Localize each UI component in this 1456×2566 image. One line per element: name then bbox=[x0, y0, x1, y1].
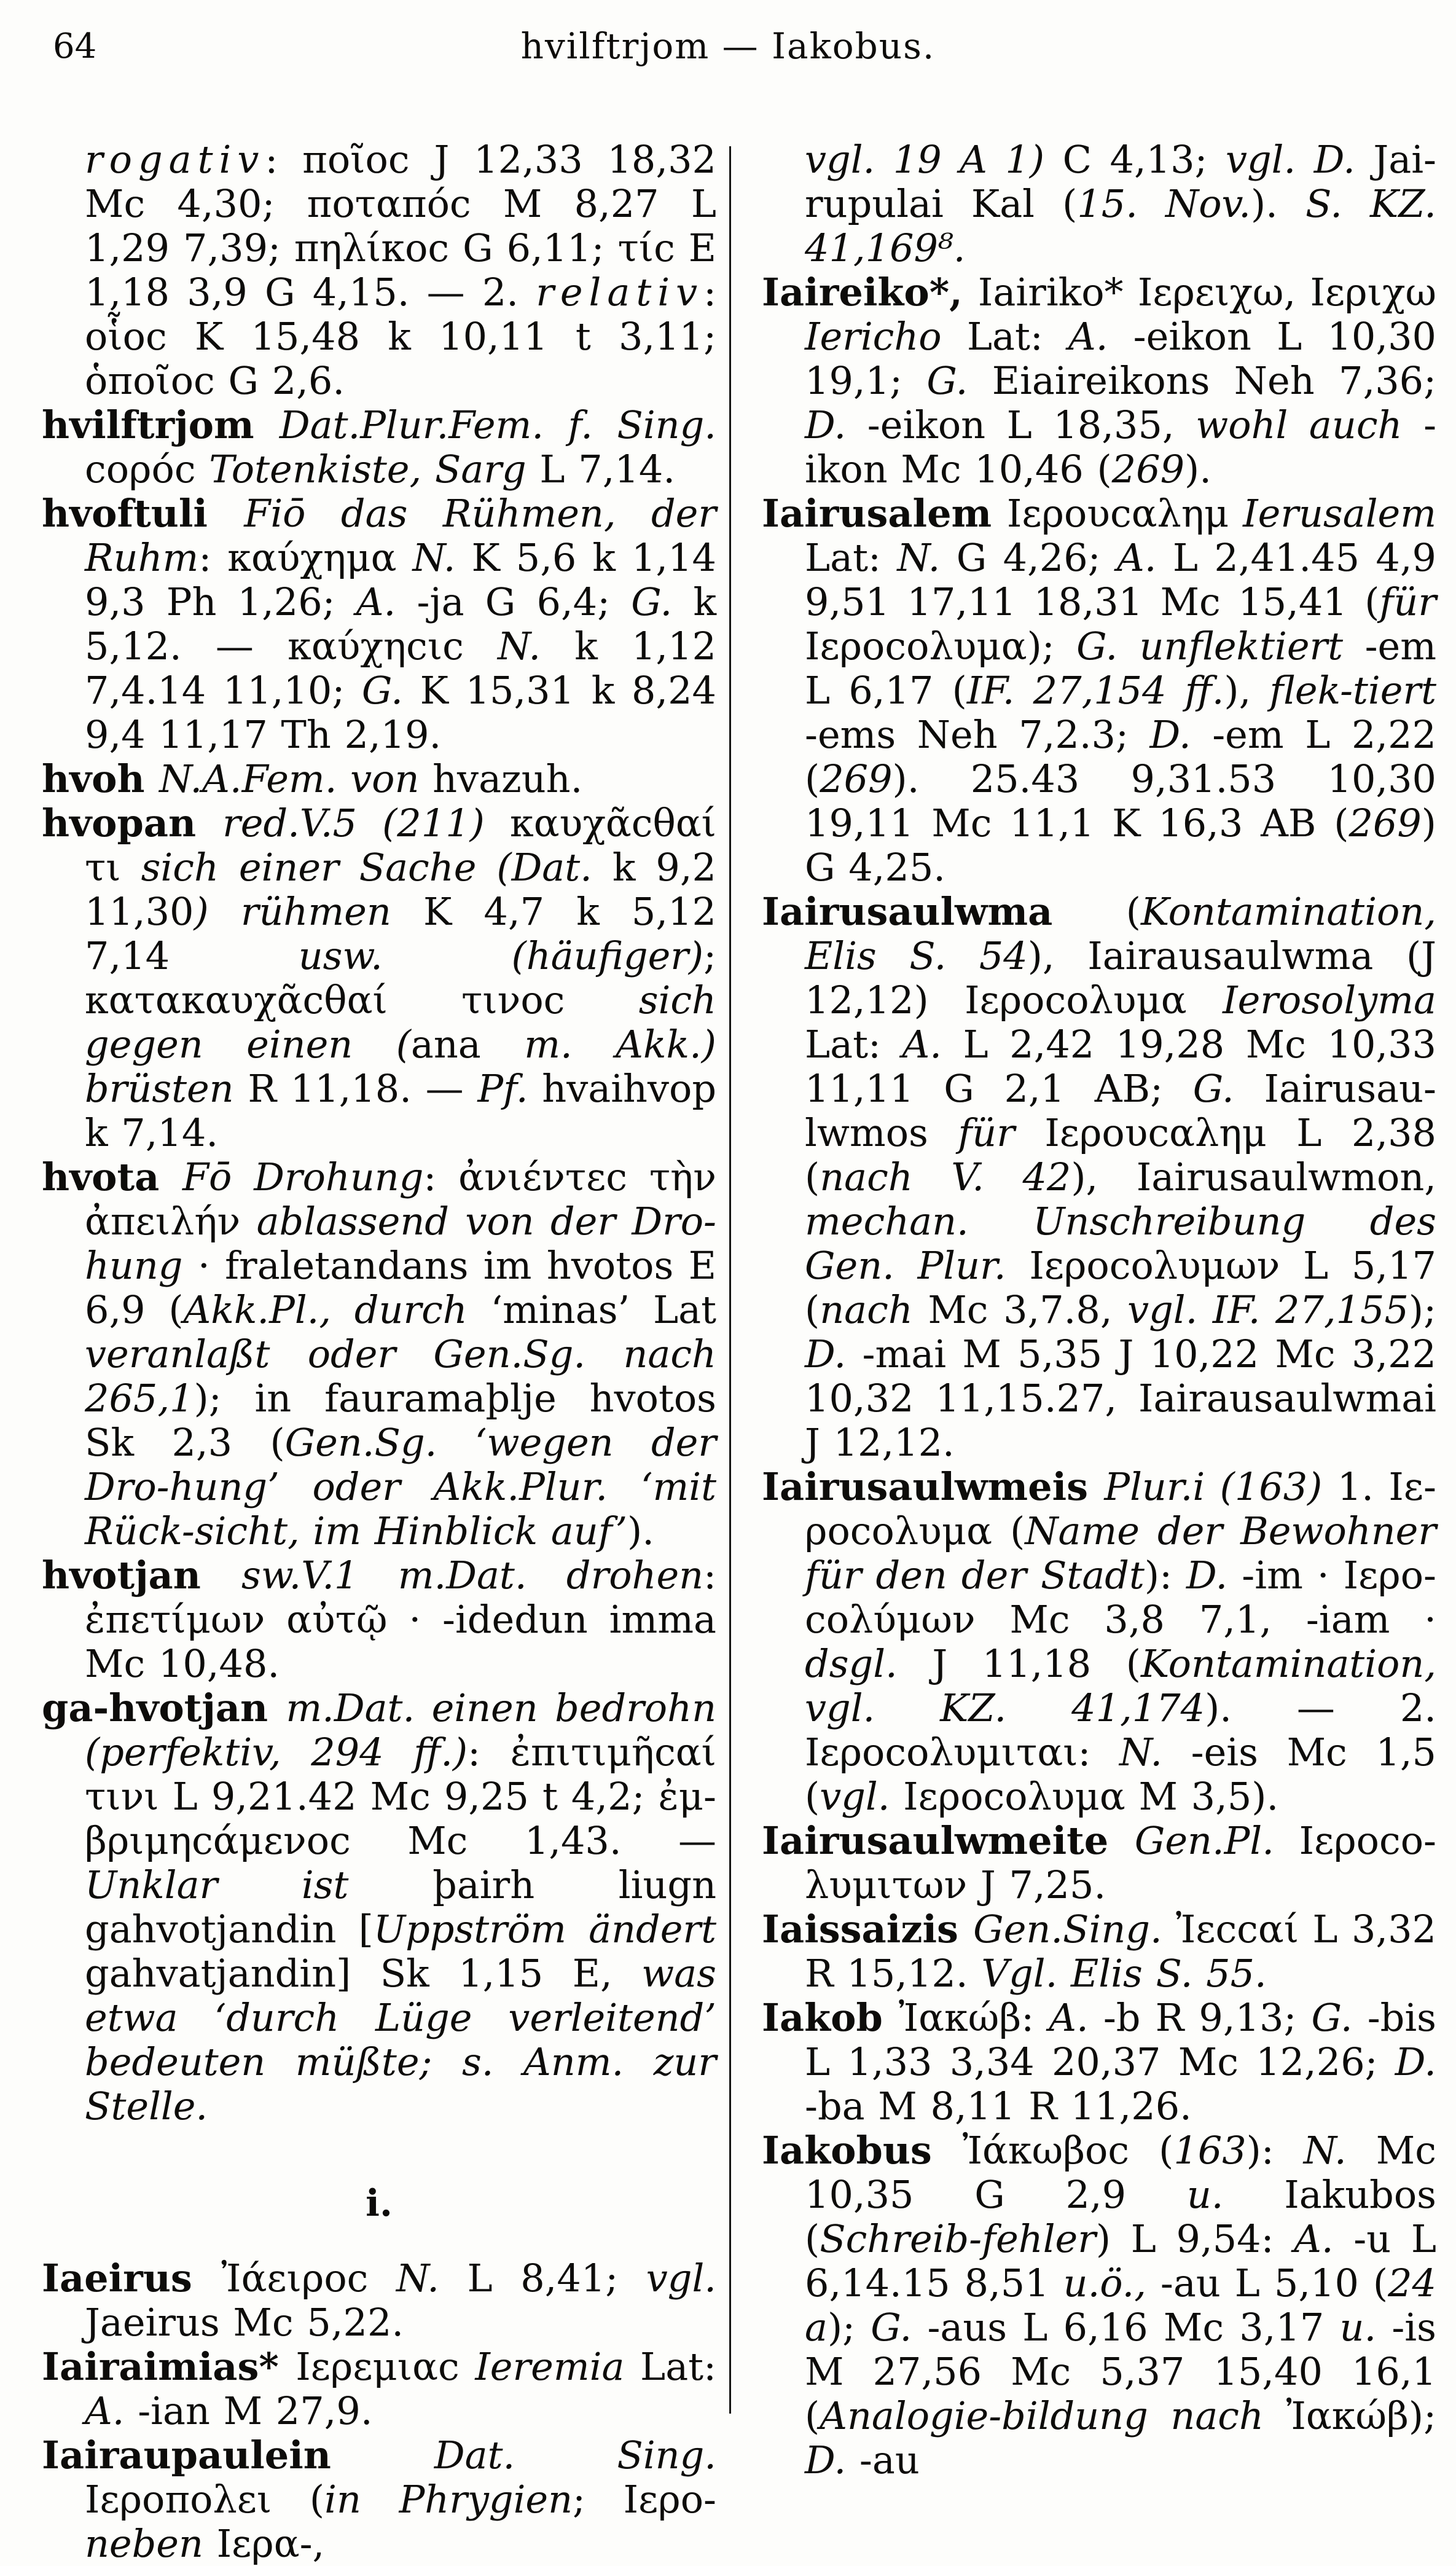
text-segment: K 15,31 k 8,24 9,4 11,17 Th 2,19. bbox=[85, 668, 716, 757]
text-segment: Gen.Sing. bbox=[973, 1907, 1176, 1952]
text-segment: M 8,27 L 1,29 7,39; bbox=[85, 181, 717, 270]
text-segment: N. bbox=[1119, 1730, 1191, 1775]
text-segment: -au L 5,10 ( bbox=[1160, 2261, 1388, 2305]
text-segment: R 11,18. — bbox=[248, 1066, 478, 1111]
text-segment: Lat: bbox=[966, 314, 1068, 359]
text-segment: dsgl. bbox=[805, 1641, 933, 1686]
text-segment: ): bbox=[1144, 1553, 1187, 1598]
text-segment: Iairusaulwmeis bbox=[762, 1464, 1105, 1509]
text-segment: Mc 3,7.8, bbox=[928, 1287, 1128, 1332]
entry-hvoftuli bbox=[42, 492, 716, 757]
text-segment: Fiō das Rühmen, der Ruhm bbox=[85, 491, 716, 580]
text-segment: vgl. D. bbox=[1225, 137, 1374, 182]
text-segment: ὁποῖοc bbox=[85, 358, 229, 403]
text-segment: , bbox=[312, 2521, 325, 2566]
text-segment: Jai-rupulai Kal ( bbox=[805, 137, 1437, 226]
text-segment: Iairiko* bbox=[977, 270, 1138, 315]
text-segment: Ιερειχω, Ιεριχω bbox=[1137, 270, 1437, 315]
text-segment: Ιεροπολει bbox=[85, 2477, 310, 2522]
text-segment: -im · bbox=[1242, 1553, 1344, 1598]
text-segment: hvaihvop k 7,14. bbox=[85, 1066, 717, 1155]
text-segment: Iakubos ( bbox=[805, 2172, 1436, 2261]
text-segment: J 12,33 18,32 Mc 4,30; bbox=[85, 137, 716, 226]
text-segment: L 2,41.45 4,9 9,51 17,11 18,31 Mc 15,41 ( bbox=[805, 535, 1436, 624]
text-segment: -u L 6,14.15 8,51 bbox=[805, 2216, 1436, 2305]
text-segment: -mai M 5,35 J 10,22 Mc 3,22 10,32 11,15.27, Iairausaulwmai J 12,12. bbox=[805, 1332, 1436, 1465]
text-segment: A. bbox=[1068, 314, 1133, 359]
right-column bbox=[762, 138, 1436, 2482]
text-segment: m. Akk.) brüsten bbox=[85, 1022, 716, 1111]
text-segment: Ιερεμιαc bbox=[296, 2344, 476, 2389]
text-segment: ( bbox=[1010, 1509, 1025, 1553]
text-segment: ). bbox=[1184, 447, 1211, 492]
text-segment: M 3,5). bbox=[1138, 1774, 1279, 1819]
entry-iairusaulwmeis bbox=[762, 1465, 1436, 1819]
text-segment: hvilftrjom bbox=[42, 402, 280, 447]
text-segment: Ἰάκωβοc bbox=[962, 2128, 1159, 2173]
text-segment: : bbox=[265, 137, 303, 182]
text-segment: D. bbox=[805, 1332, 863, 1376]
text-segment: -ian M 27,9. bbox=[138, 2388, 373, 2433]
text-segment: καύχημα bbox=[227, 535, 413, 580]
text-segment: Ιεροcολυμα bbox=[965, 978, 1223, 1022]
text-segment: Ιεροcολυμων bbox=[1029, 1243, 1304, 1288]
text-segment: D. bbox=[1186, 1553, 1242, 1598]
text-segment: hvoftuli bbox=[42, 491, 245, 536]
text-segment: vgl. bbox=[646, 2256, 717, 2301]
text-segment: Unklar ist bbox=[85, 1862, 433, 1907]
text-segment: Kontamination, Elis S. 54 bbox=[805, 889, 1436, 978]
text-segment: G 6,11; bbox=[463, 226, 618, 270]
text-segment: Ιεροcολυμα bbox=[805, 624, 1027, 669]
text-segment: Jaeirus Mc 5,22. bbox=[85, 2300, 404, 2345]
text-segment: : bbox=[1021, 1995, 1049, 2040]
text-segment: J 7,25. bbox=[980, 1862, 1106, 1907]
text-segment: ); bbox=[1408, 1287, 1436, 1332]
text-segment: N. bbox=[897, 535, 957, 580]
text-segment: ). — 2. bbox=[1205, 1685, 1436, 1730]
entry-hvilftrjom bbox=[42, 403, 716, 492]
text-segment: in Phrygien bbox=[324, 2477, 573, 2522]
text-segment: : bbox=[468, 1730, 511, 1775]
text-segment: L 9,21.42 Mc 9,25 t 4,2; bbox=[172, 1774, 659, 1819]
text-segment: ). bbox=[627, 1509, 654, 1553]
text-segment: k 1,12 7,4.14 11,10; bbox=[85, 624, 717, 713]
entry-hvopan bbox=[42, 801, 716, 1155]
text-segment: u.ö., bbox=[1063, 2261, 1160, 2305]
text-segment: ἐμ-βριμηcάμενοc bbox=[85, 1774, 716, 1863]
entry-iaireiko bbox=[762, 270, 1436, 492]
text-segment: -ems Neh 7,2.3; bbox=[805, 712, 1150, 757]
text-segment: ); in fauramaþlje hvotos Sk 2,3 ( bbox=[85, 1376, 716, 1465]
text-segment: Ierusalem bbox=[1243, 491, 1436, 536]
entry-iairusaulwma bbox=[762, 890, 1436, 1465]
text-segment: IF. 27,154 ff. bbox=[966, 668, 1224, 713]
text-segment: D. bbox=[805, 2438, 859, 2482]
text-segment: sw.V.1 m.Dat. drohen bbox=[241, 1553, 704, 1598]
text-segment: G. bbox=[361, 668, 420, 713]
text-segment: Ιερο-cολύμων bbox=[805, 1553, 1436, 1642]
entry-iaissaizis bbox=[762, 1907, 1436, 1996]
text-segment: Lat: bbox=[640, 2344, 716, 2389]
text-segment: ablassend von der Dro-hung bbox=[85, 1199, 716, 1288]
text-segment: Dat.Plur.Fem. f. Sing. bbox=[279, 402, 717, 447]
text-segment: ); bbox=[1408, 2393, 1436, 2438]
text-segment: -em L 2,22 ( bbox=[805, 712, 1437, 801]
text-segment: : bbox=[703, 1553, 716, 1598]
text-segment: D. bbox=[1395, 2039, 1436, 2084]
text-segment: Ιερουcαλημ bbox=[1006, 491, 1243, 536]
text-segment: G. bbox=[1192, 1066, 1264, 1111]
text-segment: Iakobus bbox=[762, 2128, 963, 2173]
text-segment: nach bbox=[820, 1287, 928, 1332]
text-segment: Iairusalem bbox=[762, 491, 1007, 536]
text-segment: πηλίκοc bbox=[294, 226, 463, 270]
text-segment: ana bbox=[410, 1022, 525, 1067]
text-segment: A. bbox=[902, 1022, 963, 1067]
text-segment: Ἰάειροc bbox=[221, 2256, 396, 2301]
text-segment: Analogie-bildung nach bbox=[820, 2393, 1286, 2438]
text-segment: m.Dat. einen bedrohn (perfektiv, 294 ff.) bbox=[85, 1685, 716, 1775]
text-segment: Ἰακώβ bbox=[1286, 2393, 1409, 2438]
entry-hvotjan bbox=[42, 1553, 716, 1686]
text-segment: 15. Nov. bbox=[1077, 181, 1251, 226]
text-segment: ποῖοc bbox=[302, 137, 434, 182]
text-segment: ἐπιτιμῆcαί τινι bbox=[85, 1730, 716, 1819]
text-segment: D. bbox=[805, 402, 867, 447]
text-segment: L 5,17 ( bbox=[805, 1243, 1436, 1332]
text-segment: Vgl. Elis S. 55. bbox=[981, 1951, 1267, 1996]
text-segment: Gen.Sg. ‘wegen der Dro-hung’ oder Akk.Plur. ‘mit Rück-sicht, im Hinblick auf’ bbox=[85, 1420, 716, 1553]
text-segment: für bbox=[1379, 579, 1436, 624]
text-segment: L 3,32 R 15,12. bbox=[805, 1907, 1436, 1996]
text-segment: Iaissaizis bbox=[762, 1907, 974, 1952]
text-segment: ) L 9,54: bbox=[1095, 2216, 1294, 2261]
text-segment: καύχηcιc bbox=[288, 624, 498, 669]
text-segment: Iairaupaulein bbox=[42, 2433, 434, 2478]
text-segment: hvopan bbox=[42, 801, 223, 846]
text-segment: Iairusaulwmeite bbox=[762, 1818, 1135, 1863]
text-segment: -eikon L 10,30 19,1; bbox=[805, 314, 1436, 403]
text-segment: K 15,48 k 10,11 t 3,11; bbox=[194, 314, 716, 359]
text-segment: nach V. 42 bbox=[820, 1155, 1071, 1199]
text-segment: 163 bbox=[1173, 2128, 1247, 2173]
text-segment: -eis Mc 1,5 ( bbox=[805, 1730, 1436, 1819]
text-segment: -ja G 6,4; bbox=[417, 579, 632, 624]
text-segment: : bbox=[423, 1155, 459, 1199]
column-divider-rule bbox=[729, 146, 731, 2414]
text-segment: ( bbox=[1159, 2128, 1174, 2173]
text-segment: ) G 4,25. bbox=[805, 801, 1436, 890]
text-segment: ἐπετίμων αὐτῷ bbox=[85, 1597, 409, 1642]
text-segment: u. bbox=[1339, 2305, 1392, 2350]
text-segment: K 5,6 k 1,14 9,3 Ph 1,26; bbox=[85, 535, 716, 624]
text-segment: was etwa ‘durch Lüge verleitend’ bedeuten müßte; s. Anm. zur Stelle. bbox=[85, 1951, 716, 2129]
text-segment: G 2,6. bbox=[228, 358, 345, 403]
entry-iairaimias bbox=[42, 2345, 716, 2433]
entry-iairaupaulein bbox=[42, 2433, 716, 2566]
text-segment: red.V.5 (211) bbox=[222, 801, 511, 846]
entry-iairaupaulein-continuation bbox=[762, 138, 1436, 270]
text-segment: D. bbox=[1149, 712, 1213, 757]
text-segment: ). 25.43 9,31.53 10,30 19,11 Mc 11,1 K 16,3 AB ( bbox=[805, 756, 1436, 846]
text-segment: ). bbox=[1250, 181, 1305, 226]
text-segment: Iairaimias* bbox=[42, 2344, 296, 2389]
text-segment: ἀνιέντεc τὴν ἀπειλήν bbox=[85, 1155, 716, 1244]
text-segment: Gen.Pl. bbox=[1134, 1818, 1299, 1863]
text-segment: Totenkiste, Sarg bbox=[209, 447, 540, 492]
text-segment: -au bbox=[859, 2438, 920, 2482]
text-segment: hvotjan bbox=[42, 1553, 242, 1598]
page-number: 64 bbox=[53, 26, 97, 66]
text-segment: u. bbox=[1186, 2172, 1285, 2217]
running-header: hvilftrjom — Iakobus. bbox=[520, 25, 936, 67]
entry-iairusaulwmeite bbox=[762, 1819, 1436, 1907]
text-segment: A. bbox=[85, 2388, 138, 2433]
text-segment: Fō Drohung bbox=[182, 1155, 424, 1199]
entry-iairusalem bbox=[762, 492, 1436, 890]
text-segment: οἷοc bbox=[85, 314, 195, 359]
text-segment: ), bbox=[1224, 668, 1270, 713]
text-segment: ποταπόc bbox=[307, 181, 503, 226]
text-segment: hvoh bbox=[42, 756, 160, 801]
text-segment: ( bbox=[309, 2477, 325, 2522]
text-segment: Mc 3,8 7,1, -iam · bbox=[1009, 1597, 1436, 1642]
text-segment: ( bbox=[1125, 889, 1141, 934]
text-segment: N. bbox=[396, 2256, 468, 2301]
entry-iakobus bbox=[762, 2129, 1436, 2482]
text-segment: L 2,42 19,28 Mc 10,33 11,11 G 2,1 AB; bbox=[805, 1022, 1436, 1111]
text-segment: 1. bbox=[1337, 1464, 1389, 1509]
text-segment: L 7,14. bbox=[539, 447, 676, 492]
text-segment: Iairusau-lwmos bbox=[805, 1066, 1436, 1155]
text-segment: cορόc bbox=[85, 447, 209, 492]
text-segment: τίc bbox=[617, 226, 689, 270]
text-segment: ): bbox=[1246, 2128, 1304, 2173]
text-segment: · fraletandans im hvotos E 6,9 ( bbox=[85, 1243, 716, 1332]
text-segment: veranlaßt oder Gen.Sg. nach 265,1 bbox=[85, 1332, 716, 1421]
text-segment: -em L 6,17 ( bbox=[805, 624, 1436, 713]
text-segment: ; bbox=[703, 933, 716, 978]
text-segment: 24 a bbox=[805, 2261, 1436, 2350]
text-segment: -aus L 6,16 Mc 3,17 bbox=[927, 2305, 1340, 2350]
text-segment: Eiaireikons Neh 7,36; bbox=[992, 358, 1436, 403]
text-segment: Ιερουcαλημ bbox=[1044, 1110, 1297, 1155]
text-segment: Kontamination, vgl. KZ. 41,174 bbox=[805, 1641, 1436, 1730]
text-segment: Ιε-ροcολυμα bbox=[805, 1464, 1436, 1553]
text-segment: Ιεροcολυμιται bbox=[805, 1730, 1078, 1775]
text-segment: sich gegen einen ( bbox=[85, 978, 716, 1067]
text-segment: 269 bbox=[1111, 447, 1185, 492]
text-segment: Lat: bbox=[805, 1022, 902, 1067]
text-segment: E 1,18 3,9 G 4,15. — 2. bbox=[85, 226, 716, 315]
text-segment: hvazuh. bbox=[432, 756, 583, 801]
text-segment: G. bbox=[631, 579, 694, 624]
text-segment: L 8,41; bbox=[467, 2256, 646, 2301]
text-segment: k 9,2 11,30 bbox=[85, 845, 716, 934]
text-segment: Iairusaulwma bbox=[762, 889, 1126, 934]
text-segment: ) rühmen bbox=[194, 889, 423, 934]
text-segment: Iakob bbox=[762, 1995, 899, 2040]
text-segment: -ba M 8,11 R 11,26. bbox=[805, 2084, 1192, 2129]
text-segment: Name der Bewohner für den der Stadt bbox=[805, 1509, 1436, 1598]
text-segment: A. bbox=[1294, 2216, 1354, 2261]
text-segment: ; bbox=[573, 2477, 624, 2522]
entry-iaeirus bbox=[42, 2256, 716, 2345]
left-column bbox=[42, 138, 716, 2566]
text-segment: Mc 1,43. — bbox=[407, 1818, 716, 1863]
text-segment: -eikon L 18,35, bbox=[867, 402, 1196, 447]
text-segment: vgl. IF. 27,155 bbox=[1127, 1287, 1409, 1332]
text-segment: flek-tiert bbox=[1269, 668, 1437, 713]
text-segment: ), Iairusaulwmon, bbox=[1071, 1155, 1436, 1199]
text-segment: Ieremia bbox=[475, 2344, 641, 2389]
text-segment: ); bbox=[1027, 624, 1077, 669]
text-segment: Uppström ändert bbox=[373, 1907, 716, 1952]
text-segment: Pf. bbox=[477, 1066, 542, 1111]
text-segment: Ierosolyma bbox=[1223, 978, 1436, 1022]
text-segment: wohl auch bbox=[1196, 402, 1424, 447]
text-segment: ), Iairausaulwma (J 12,12) bbox=[805, 933, 1436, 1022]
entry-interrogativ-continuation bbox=[42, 138, 716, 403]
text-segment: -ikon Mc 10,46 ( bbox=[805, 402, 1437, 492]
text-segment: S. KZ. 41,169⁸. bbox=[805, 181, 1437, 270]
text-segment: Iaireiko*, bbox=[762, 270, 978, 315]
text-segment: k 5,12. — bbox=[85, 579, 717, 669]
entry-hvota bbox=[42, 1155, 716, 1553]
text-segment: usw. (häufiger) bbox=[298, 933, 704, 978]
section-heading-i: i. bbox=[366, 2182, 393, 2225]
text-segment: K 4,7 k 5,12 7,14 bbox=[85, 889, 716, 978]
text-segment: · -idedun imma Mc 10,48. bbox=[85, 1597, 716, 1686]
text-segment: Ιεροcολυμα bbox=[903, 1774, 1139, 1819]
text-segment: -b R 9,13; bbox=[1103, 1995, 1312, 2040]
text-segment: Ιερα- bbox=[216, 2521, 313, 2566]
text-segment: relativ bbox=[536, 270, 704, 315]
text-segment: -is M 27,56 Mc 5,37 15,40 16,1 ( bbox=[805, 2305, 1436, 2438]
text-segment: ga-hvotjan bbox=[42, 1685, 286, 1730]
text-segment: L 2,38 ( bbox=[805, 1110, 1436, 1199]
text-segment: Plur.i (163) bbox=[1104, 1464, 1337, 1509]
text-segment: G. bbox=[871, 2305, 928, 2350]
text-segment: G 4,26; bbox=[956, 535, 1117, 580]
text-segment: Iericho bbox=[805, 314, 967, 359]
text-segment: Ιερο- bbox=[623, 2477, 716, 2522]
text-segment: N.A.Fem. von bbox=[159, 756, 433, 801]
text-segment: Akk.Pl., durch bbox=[183, 1287, 491, 1332]
text-segment: : bbox=[1078, 1730, 1120, 1775]
text-segment: : bbox=[703, 270, 716, 315]
entry-iakob bbox=[762, 1996, 1436, 2129]
text-segment: þairh liugn gahvotjandin [ bbox=[85, 1862, 716, 1952]
text-segment: neben bbox=[85, 2521, 217, 2566]
text-segment: 269 bbox=[820, 756, 893, 801]
text-segment: vgl. 19 A 1) bbox=[805, 137, 1063, 182]
text-segment: 269 bbox=[1348, 801, 1422, 846]
text-segment: hvota bbox=[42, 1155, 183, 1199]
text-segment: G. bbox=[926, 358, 992, 403]
text-segment: N. bbox=[498, 624, 575, 669]
text-segment: für bbox=[958, 1110, 1045, 1155]
text-segment: : bbox=[198, 535, 228, 580]
text-segment: Ιεροcο-λυμιτων bbox=[805, 1818, 1436, 1907]
text-segment: -bis L 1,33 3,34 20,37 Mc 12,26; bbox=[805, 1995, 1436, 2084]
text-segment: G. unflektiert bbox=[1076, 624, 1365, 669]
text-segment: A. bbox=[1116, 535, 1173, 580]
text-segment: ‘minas’ Lat bbox=[490, 1287, 716, 1332]
text-segment: N. bbox=[412, 535, 472, 580]
text-segment: gahvatjandin] Sk 1,15 E, bbox=[85, 1951, 642, 1996]
text-segment: Ἰακώβ bbox=[898, 1995, 1022, 2040]
text-segment: rogativ bbox=[85, 137, 265, 182]
text-segment: Iaeirus bbox=[42, 2256, 222, 2301]
text-segment: J 11,18 ( bbox=[932, 1641, 1141, 1686]
text-segment: vgl. bbox=[820, 1774, 904, 1819]
text-segment: sich einer Sache (Dat. bbox=[141, 845, 613, 890]
entry-ga-hvotjan bbox=[42, 1686, 716, 2129]
text-segment: Mc 10,35 G 2,9 bbox=[805, 2128, 1436, 2217]
text-segment: N. bbox=[1303, 2128, 1376, 2173]
text-segment: Dat. Sing. bbox=[434, 2433, 716, 2478]
text-segment: καυχᾶcθαί τι bbox=[85, 801, 716, 890]
text-segment: ); bbox=[827, 2305, 871, 2350]
text-segment: Schreib-fehler bbox=[820, 2216, 1096, 2261]
text-segment: Lat: bbox=[805, 535, 898, 580]
text-segment: C 4,13; bbox=[1062, 137, 1226, 182]
text-segment: Ἰεccαί bbox=[1176, 1907, 1313, 1952]
entry-hvoh bbox=[42, 757, 716, 801]
text-segment: G. bbox=[1311, 1995, 1368, 2040]
text-segment: A. bbox=[1049, 1995, 1103, 2040]
text-segment: A. bbox=[356, 579, 417, 624]
text-segment: κατακαυχᾶcθαί τινοc bbox=[85, 978, 639, 1022]
text-segment: mechan. Unschreibung des Gen. Plur. bbox=[805, 1199, 1436, 1288]
